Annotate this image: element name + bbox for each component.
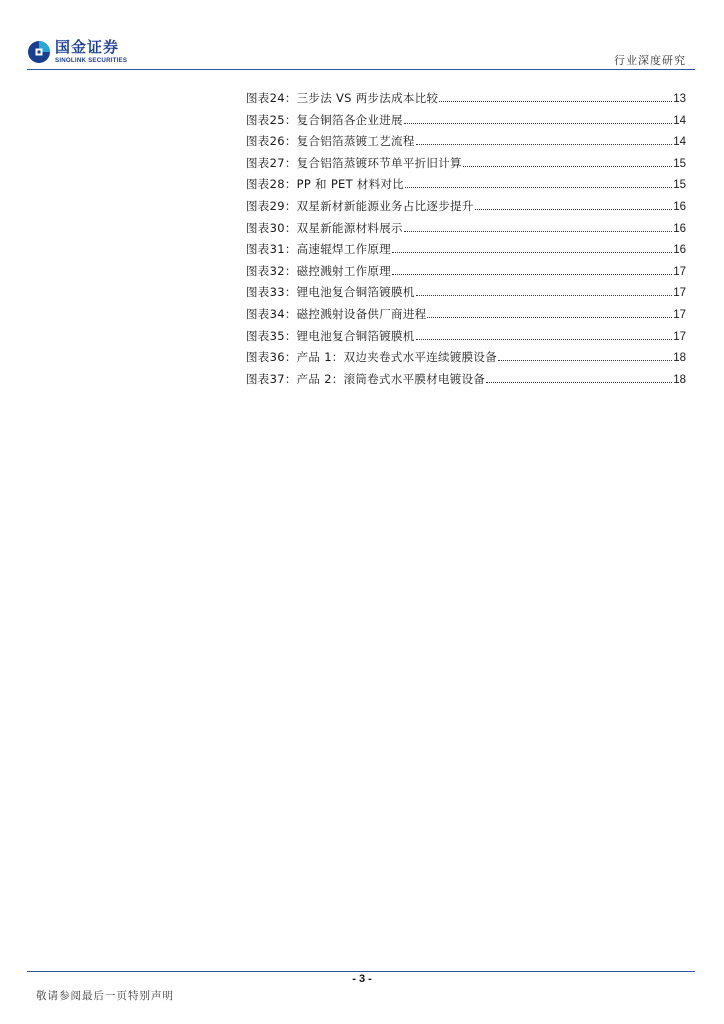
sinolink-logo-icon	[27, 40, 51, 64]
toc-dot-leader	[416, 339, 673, 340]
figure-list	[246, 90, 686, 392]
toc-dot-leader	[439, 101, 672, 102]
header-divider	[27, 69, 695, 70]
toc-entry-page: 14	[673, 114, 686, 127]
toc-entry-title: 图表37：产品 2：滚筒卷式水平膜材电镀设备	[246, 371, 486, 386]
toc-entry[interactable]	[246, 155, 686, 177]
toc-entry-title: 图表32：磁控溅射工作原理	[246, 263, 392, 278]
toc-entry-title: 图表28：PP 和 PET 材料对比	[246, 177, 405, 192]
toc-dot-leader	[416, 295, 673, 296]
toc-entry-title: 图表27：复合铝箔蒸镀环节单平折旧计算	[246, 155, 462, 170]
toc-entry[interactable]	[246, 112, 686, 134]
disclaimer-note: 敬请参阅最后一页特别声明	[36, 990, 174, 1002]
toc-entry[interactable]	[246, 284, 686, 306]
toc-entry[interactable]	[246, 133, 686, 155]
toc-dot-leader	[475, 209, 673, 210]
toc-entry-title: 图表36：产品 1：双边夹卷式水平连续镀膜设备	[246, 350, 498, 365]
toc-entry-title: 图表33：锂电池复合铜箔镀膜机	[246, 285, 415, 300]
report-section-label: 行业深度研究	[614, 54, 686, 67]
toc-entry[interactable]	[246, 241, 686, 263]
logo-chinese-name: 国金证券	[55, 38, 120, 56]
toc-entry[interactable]	[246, 263, 686, 285]
toc-entry-title: 图表26：复合铝箔蒸镀工艺流程	[246, 134, 415, 149]
toc-entry-title: 图表25：复合铜箔各企业进展	[246, 112, 403, 127]
toc-entry-page: 16	[673, 244, 686, 257]
toc-entry-page: 15	[673, 179, 686, 192]
toc-entry[interactable]	[246, 176, 686, 198]
toc-entry[interactable]	[246, 306, 686, 328]
toc-entry[interactable]	[246, 198, 686, 220]
toc-entry-page: 14	[673, 136, 686, 149]
toc-entry-title: 图表34：磁控溅射设备供厂商进程	[246, 306, 427, 321]
toc-entry-page: 17	[673, 287, 686, 300]
toc-dot-leader	[463, 166, 672, 167]
footer-divider	[27, 971, 695, 972]
toc-entry-page: 17	[673, 308, 686, 321]
page-number: - 3 -	[352, 973, 372, 985]
toc-entry[interactable]	[246, 328, 686, 350]
toc-dot-leader	[392, 274, 672, 275]
logo-english-name: SINOLINK SECURITIES	[55, 57, 128, 64]
toc-entry-page: 17	[673, 330, 686, 343]
toc-dot-leader	[404, 123, 672, 124]
toc-entry-page: 18	[673, 373, 686, 386]
toc-dot-leader	[498, 360, 672, 361]
toc-entry-title: 图表31：高速辊焊工作原理	[246, 242, 392, 257]
toc-entry-page: 16	[673, 222, 686, 235]
toc-dot-leader	[427, 317, 672, 318]
toc-entry-page: 16	[673, 200, 686, 213]
toc-entry[interactable]	[246, 90, 686, 112]
toc-entry-title: 图表30：双星新能源材料展示	[246, 220, 403, 235]
toc-entry[interactable]	[246, 371, 686, 393]
toc-entry-title: 图表29：双星新材新能源业务占比逐步提升	[246, 198, 474, 213]
toc-entry-page: 13	[673, 93, 686, 105]
logo-text	[55, 40, 127, 64]
toc-entry-page: 18	[673, 352, 686, 365]
toc-entry-page: 15	[673, 157, 686, 170]
toc-entry[interactable]	[246, 349, 686, 371]
toc-dot-leader	[392, 252, 672, 253]
toc-entry-page: 17	[673, 265, 686, 278]
toc-dot-leader	[405, 187, 672, 188]
toc-entry-title: 图表35：锂电池复合铜箔镀膜机	[246, 328, 415, 343]
company-logo	[27, 40, 127, 64]
toc-entry[interactable]	[246, 220, 686, 242]
toc-entry-title: 图表24：三步法 VS 两步法成本比较	[246, 91, 439, 105]
toc-dot-leader	[404, 231, 672, 232]
toc-dot-leader	[416, 144, 673, 145]
toc-dot-leader	[486, 382, 672, 383]
